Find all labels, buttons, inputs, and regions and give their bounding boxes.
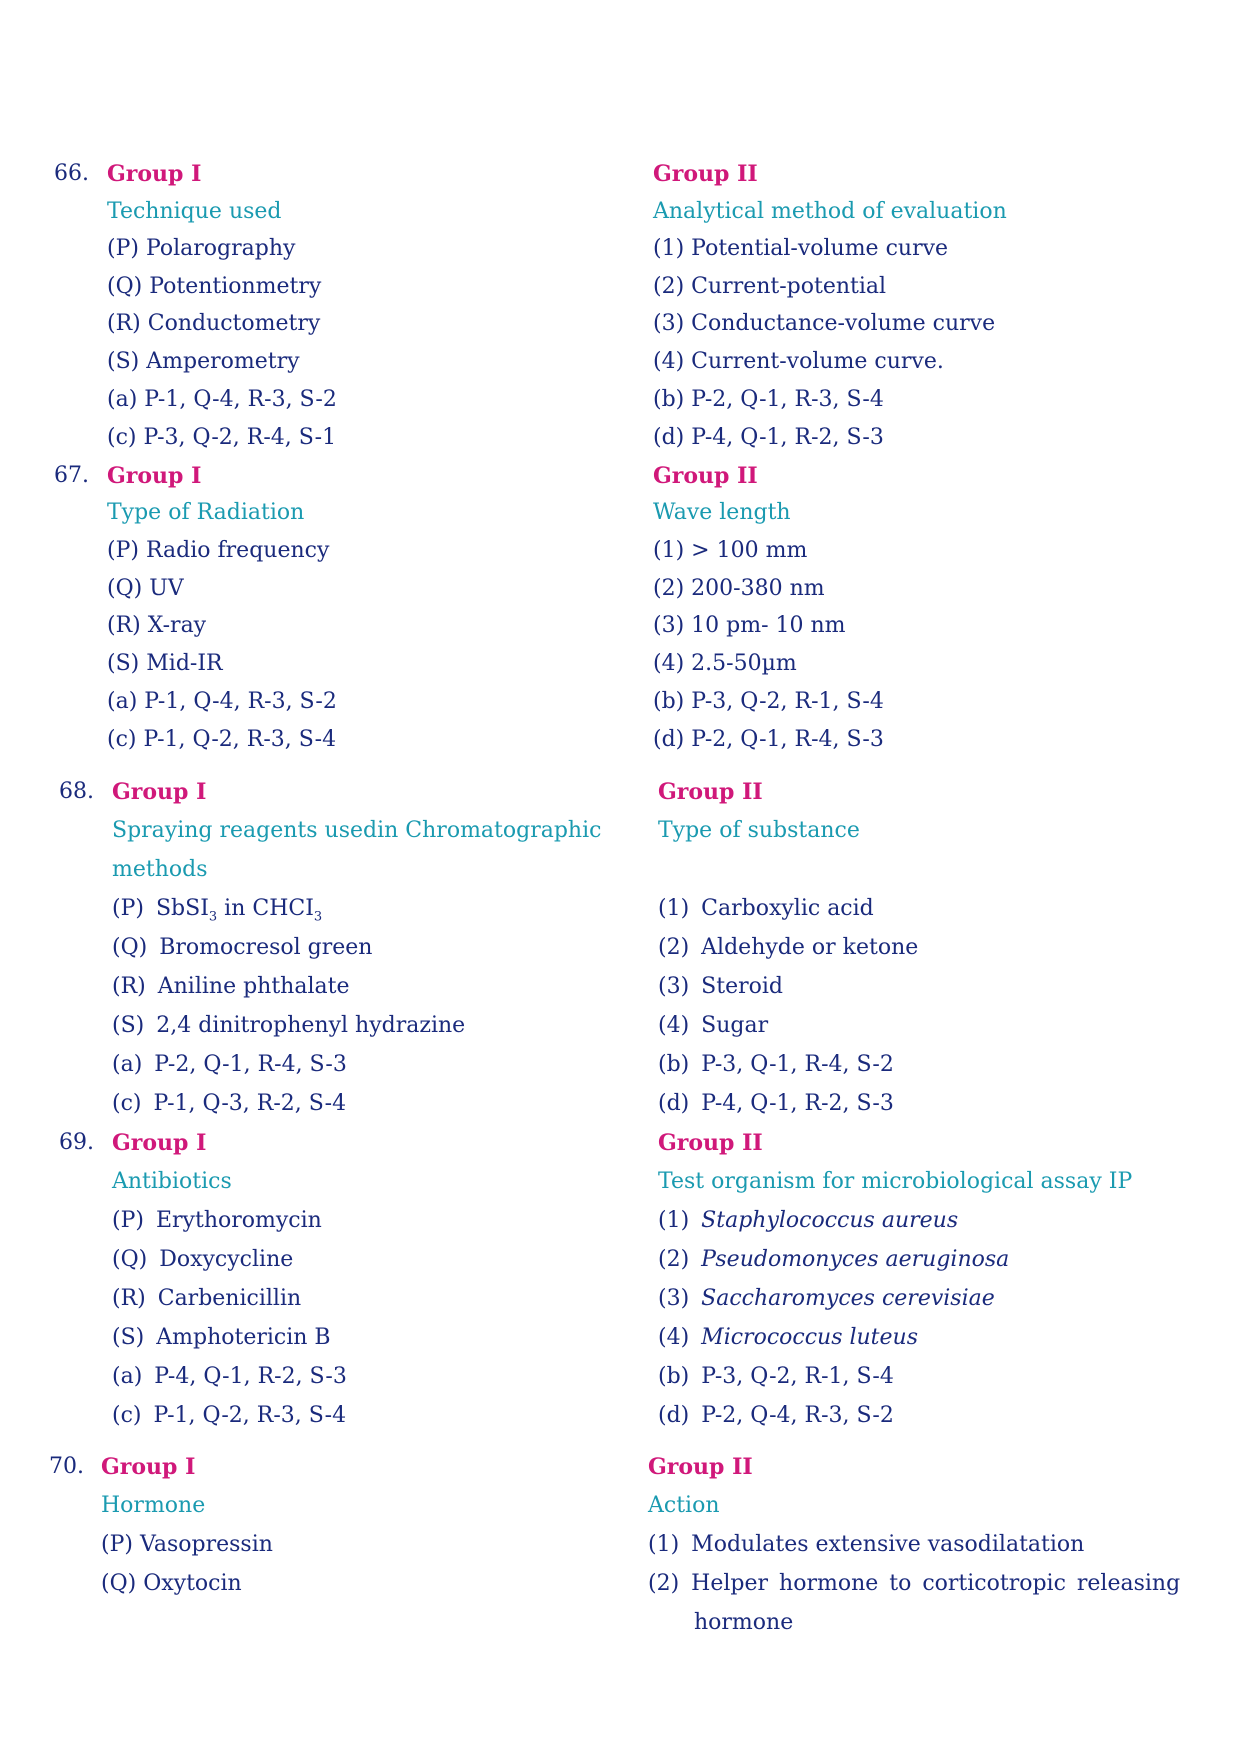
answer-option: (d) P-4, Q-1, R-2, S-3 bbox=[658, 1091, 894, 1116]
group-i-item: (R) Carbenicillin bbox=[112, 1286, 302, 1311]
group-ii-item: (2) Current-potential bbox=[653, 274, 887, 299]
answer-option: (b) P-3, Q-2, R-1, S-4 bbox=[658, 1364, 894, 1389]
group-ii-item: (1) Carboxylic acid bbox=[658, 896, 874, 921]
group-i-header: Type of Radiation bbox=[107, 500, 305, 525]
group-ii-item: (2) 200-380 nm bbox=[653, 576, 825, 601]
group-i-item: (P) SbSI$_3$ in $CHCI_3$ bbox=[112, 896, 323, 925]
answer-option: (a) P-1, Q-4, R-3, S-2 bbox=[107, 689, 337, 714]
group-i-item: (Q) Doxycycline bbox=[112, 1247, 294, 1272]
group-ii-item: (3) Saccharomyces cerevisiae bbox=[658, 1286, 995, 1311]
group-i-item: (S) Amperometry bbox=[107, 349, 300, 374]
group-ii-item-continued: hormone bbox=[694, 1610, 794, 1635]
group-ii-title: Group II bbox=[658, 779, 763, 805]
group-i-header: Spraying reagents usedin Chromatographic bbox=[112, 818, 602, 843]
group-i-item: (S) Mid-IR bbox=[107, 651, 223, 676]
group-i-title: Group I bbox=[112, 1130, 207, 1156]
group-i-header: Antibiotics bbox=[112, 1169, 232, 1194]
question-number: 69. bbox=[59, 1130, 94, 1155]
group-i-title: Group I bbox=[112, 779, 207, 805]
answer-option: (c) P-1, Q-3, R-2, S-4 bbox=[112, 1091, 347, 1116]
group-ii-item: (1) Potential-volume curve bbox=[653, 236, 949, 261]
group-i-item: (P) Erythoromycin bbox=[112, 1208, 322, 1233]
group-i-item: (R) Aniline phthalate bbox=[112, 974, 350, 999]
group-ii-header: Test organism for microbiological assay IP bbox=[658, 1169, 1133, 1194]
group-i-header-continued: methods bbox=[112, 857, 208, 882]
answer-option: (d) P-4, Q-1, R-2, S-3 bbox=[653, 425, 884, 450]
group-i-title: Group I bbox=[107, 463, 202, 489]
group-ii-item: (4) Current-volume curve. bbox=[653, 349, 944, 374]
group-ii-title: Group II bbox=[648, 1454, 753, 1480]
group-ii-item: (1) Staphylococcus aureus bbox=[658, 1208, 959, 1233]
group-ii-title: Group II bbox=[653, 161, 758, 187]
answer-option: (a) P-1, Q-4, R-3, S-2 bbox=[107, 387, 337, 412]
group-ii-item: (4) 2.5-50µm bbox=[653, 651, 797, 676]
question-number: 70. bbox=[49, 1454, 84, 1479]
group-i-item: (S) Amphotericin B bbox=[112, 1325, 331, 1350]
group-ii-item: (4) Sugar bbox=[658, 1013, 769, 1038]
group-ii-item: (2) Helper hormone to corticotropic releasing bbox=[648, 1571, 1181, 1596]
group-i-item: (Q) Oxytocin bbox=[101, 1571, 242, 1596]
answer-option: (d) P-2, Q-1, R-4, S-3 bbox=[653, 727, 884, 752]
question-number: 67. bbox=[54, 463, 89, 488]
question-number: 66. bbox=[54, 161, 89, 186]
group-ii-item: (3) Conductance-volume curve bbox=[653, 311, 996, 336]
group-ii-item: (2) Pseudomonyces aeruginosa bbox=[658, 1247, 1010, 1272]
question-number: 68. bbox=[59, 779, 94, 804]
group-ii-item: (3) Steroid bbox=[658, 974, 783, 999]
group-i-item: (Q) UV bbox=[107, 576, 184, 601]
group-ii-item: (1) Modulates extensive vasodilatation bbox=[648, 1532, 1085, 1557]
group-ii-title: Group II bbox=[653, 463, 758, 489]
group-ii-item: (2) Aldehyde or ketone bbox=[658, 935, 919, 960]
answer-option: (b) P-3, Q-2, R-1, S-4 bbox=[653, 689, 884, 714]
answer-option: (c) P-3, Q-2, R-4, S-1 bbox=[107, 425, 337, 450]
answer-option: (d) P-2, Q-4, R-3, S-2 bbox=[658, 1403, 894, 1428]
answer-option: (c) P-1, Q-2, R-3, S-4 bbox=[112, 1403, 347, 1428]
group-i-item: (R) Conductometry bbox=[107, 311, 321, 336]
group-i-header: Hormone bbox=[101, 1493, 206, 1518]
group-ii-item: (3) 10 pm- 10 nm bbox=[653, 613, 846, 638]
answer-option: (a) P-2, Q-1, R-4, S-3 bbox=[112, 1052, 347, 1077]
group-ii-header: Wave length bbox=[653, 500, 791, 525]
group-ii-header: Type of substance bbox=[658, 818, 860, 843]
group-i-item: (P) Vasopressin bbox=[101, 1532, 273, 1557]
group-ii-header: Action bbox=[648, 1493, 720, 1518]
group-i-item: (P) Polarography bbox=[107, 236, 296, 261]
group-ii-header: Analytical method of evaluation bbox=[653, 199, 1007, 224]
group-i-item: (P) Radio frequency bbox=[107, 538, 330, 563]
group-i-header: Technique used bbox=[107, 199, 282, 224]
group-i-item: (Q) Potentionmetry bbox=[107, 274, 322, 299]
answer-option: (b) P-3, Q-1, R-4, S-2 bbox=[658, 1052, 894, 1077]
group-i-title: Group I bbox=[107, 161, 202, 187]
group-i-item: (Q) Bromocresol green bbox=[112, 935, 373, 960]
group-i-item: (S) 2,4 dinitrophenyl hydrazine bbox=[112, 1013, 466, 1038]
group-ii-item: (1) > 100 mm bbox=[653, 538, 808, 563]
answer-option: (c) P-1, Q-2, R-3, S-4 bbox=[107, 727, 337, 752]
group-ii-item: (4) Micrococcus luteus bbox=[658, 1325, 919, 1350]
answer-option: (b) P-2, Q-1, R-3, S-4 bbox=[653, 387, 884, 412]
group-i-title: Group I bbox=[101, 1454, 196, 1480]
answer-option: (a) P-4, Q-1, R-2, S-3 bbox=[112, 1364, 347, 1389]
group-ii-title: Group II bbox=[658, 1130, 763, 1156]
group-i-item: (R) X-ray bbox=[107, 613, 207, 638]
